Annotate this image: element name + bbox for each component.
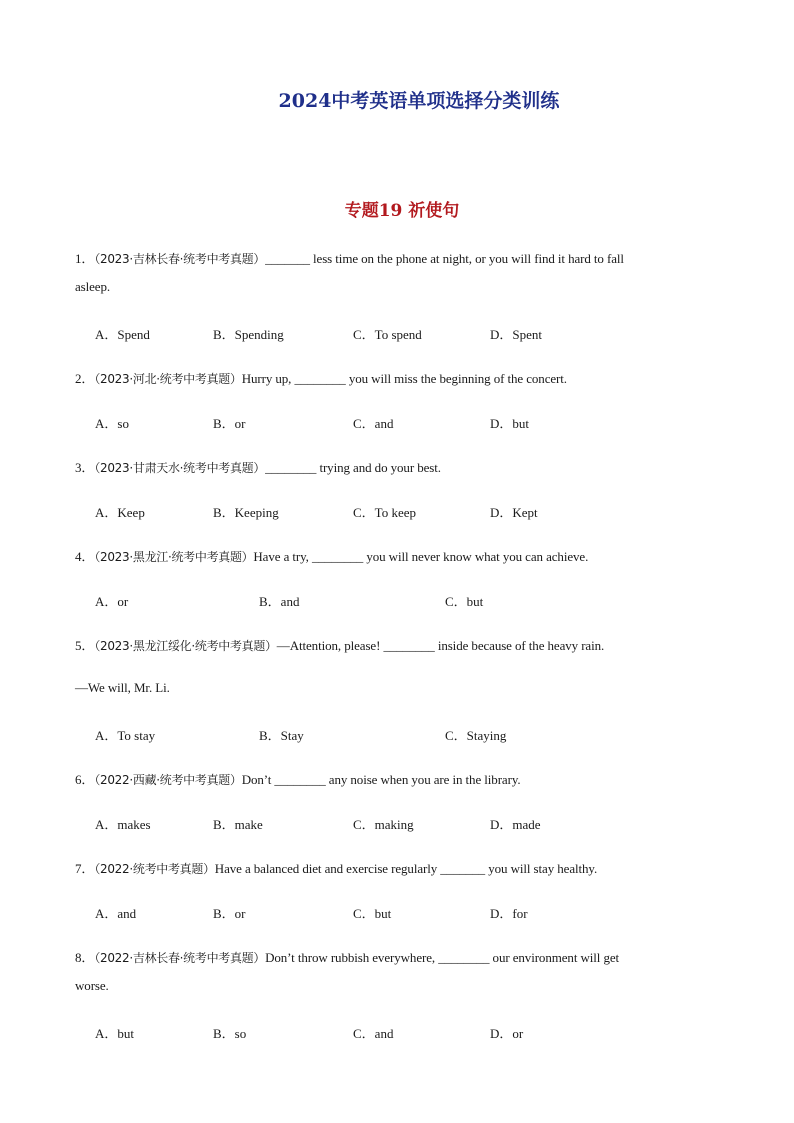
question-number: 4．: [75, 549, 95, 564]
question-source: （2023·河北·统考中考真题）: [94, 372, 242, 386]
option-b[interactable]: B．or: [213, 416, 246, 431]
option-c[interactable]: C．To spend: [353, 327, 422, 342]
question-2-options: [95, 413, 695, 431]
question-text: Have a balanced diet and exercise regularly _______ you will stay healthy.: [214, 861, 598, 876]
option-c[interactable]: C．making: [353, 817, 414, 832]
question-2-stem: [75, 368, 567, 387]
option-c[interactable]: C．but: [353, 906, 392, 921]
option-a[interactable]: A．but: [95, 1026, 135, 1041]
question-3-options: [95, 502, 695, 520]
question-8-stem: [75, 947, 619, 966]
question-text: Don’t throw rubbish everywhere, ________ our environment will get: [265, 950, 620, 965]
question-7-options: [95, 903, 695, 921]
question-source: （2023·黑龙江·统考中考真题）: [94, 550, 254, 564]
question-source: （2023·吉林长春·统考中考真题）: [94, 252, 266, 266]
option-c[interactable]: C．To keep: [353, 505, 416, 520]
question-5-reply: —We will, Mr. Li.: [75, 680, 170, 695]
question-5-options: [95, 725, 695, 743]
question-6-options: [95, 814, 695, 832]
option-a[interactable]: A．and: [95, 906, 137, 921]
option-d[interactable]: D．but: [490, 416, 530, 431]
option-a[interactable]: A．or: [95, 594, 129, 609]
question-8-options: [95, 1023, 695, 1041]
question-6-stem: [75, 769, 521, 788]
option-c[interactable]: C．Staying: [445, 728, 507, 743]
question-7-stem: [75, 858, 597, 877]
question-source: （2023·甘肃天水·统考中考真题）: [94, 461, 266, 475]
option-b[interactable]: B．so: [213, 1026, 247, 1041]
question-text: Don’t ________ any noise when you are in the library.: [241, 772, 521, 787]
option-d[interactable]: D．or: [490, 1026, 524, 1041]
question-source: （2022·西藏·统考中考真题）: [94, 773, 242, 787]
question-5-stem: [75, 635, 604, 654]
question-text: Have a try, ________ you will never know what you can achieve.: [253, 549, 589, 564]
question-number: 3．: [75, 460, 95, 475]
option-c[interactable]: C．and: [353, 1026, 394, 1041]
option-b[interactable]: B．or: [213, 906, 246, 921]
option-d[interactable]: D．Spent: [490, 327, 543, 342]
option-a[interactable]: A．so: [95, 416, 129, 431]
question-number: 6．: [75, 772, 95, 787]
question-source: （2023·黑龙江绥化·统考中考真题）: [94, 639, 277, 653]
question-number: 7．: [75, 861, 95, 876]
option-c[interactable]: C．and: [353, 416, 394, 431]
question-source: （2022·吉林长春·统考中考真题）: [94, 951, 266, 965]
option-a[interactable]: A．makes: [95, 817, 151, 832]
question-number: 1．: [75, 251, 95, 266]
option-d[interactable]: D．for: [490, 906, 528, 921]
option-a[interactable]: A．Spend: [95, 327, 150, 342]
question-8-stem-cont: worse.: [75, 978, 109, 993]
option-b[interactable]: B．Keeping: [213, 505, 279, 520]
question-source: （2022·统考中考真题）: [94, 862, 215, 876]
question-1-stem: [75, 248, 624, 267]
question-1-options: [95, 324, 695, 342]
question-number: 5．: [75, 638, 95, 653]
question-3-stem: [75, 457, 441, 476]
question-4-stem: [75, 546, 588, 565]
option-b[interactable]: B．and: [259, 594, 300, 609]
option-a[interactable]: A．To stay: [95, 728, 156, 743]
question-text: _______ less time on the phone at night, or you will find it hard to fall: [265, 251, 624, 266]
option-d[interactable]: D．Kept: [490, 505, 538, 520]
question-number: 8．: [75, 950, 95, 965]
question-4-options: [95, 591, 695, 609]
question-text: —Attention, please! ________ inside because of the heavy rain.: [276, 638, 605, 653]
question-text: ________ trying and do your best.: [265, 460, 441, 475]
option-b[interactable]: B．make: [213, 817, 263, 832]
option-d[interactable]: D．made: [490, 817, 541, 832]
section-title: 专题19 祈使句: [344, 201, 460, 221]
question-1-stem-cont: asleep.: [75, 279, 111, 294]
question-number: 2．: [75, 371, 95, 386]
option-b[interactable]: B．Stay: [259, 728, 304, 743]
option-b[interactable]: B．Spending: [213, 327, 284, 342]
option-a[interactable]: A．Keep: [95, 505, 145, 520]
document-title: 2024中考英语单项选择分类训练: [278, 90, 560, 112]
option-c[interactable]: C．but: [445, 594, 484, 609]
question-text: Hurry up, ________ you will miss the beginning of the concert.: [241, 371, 567, 386]
